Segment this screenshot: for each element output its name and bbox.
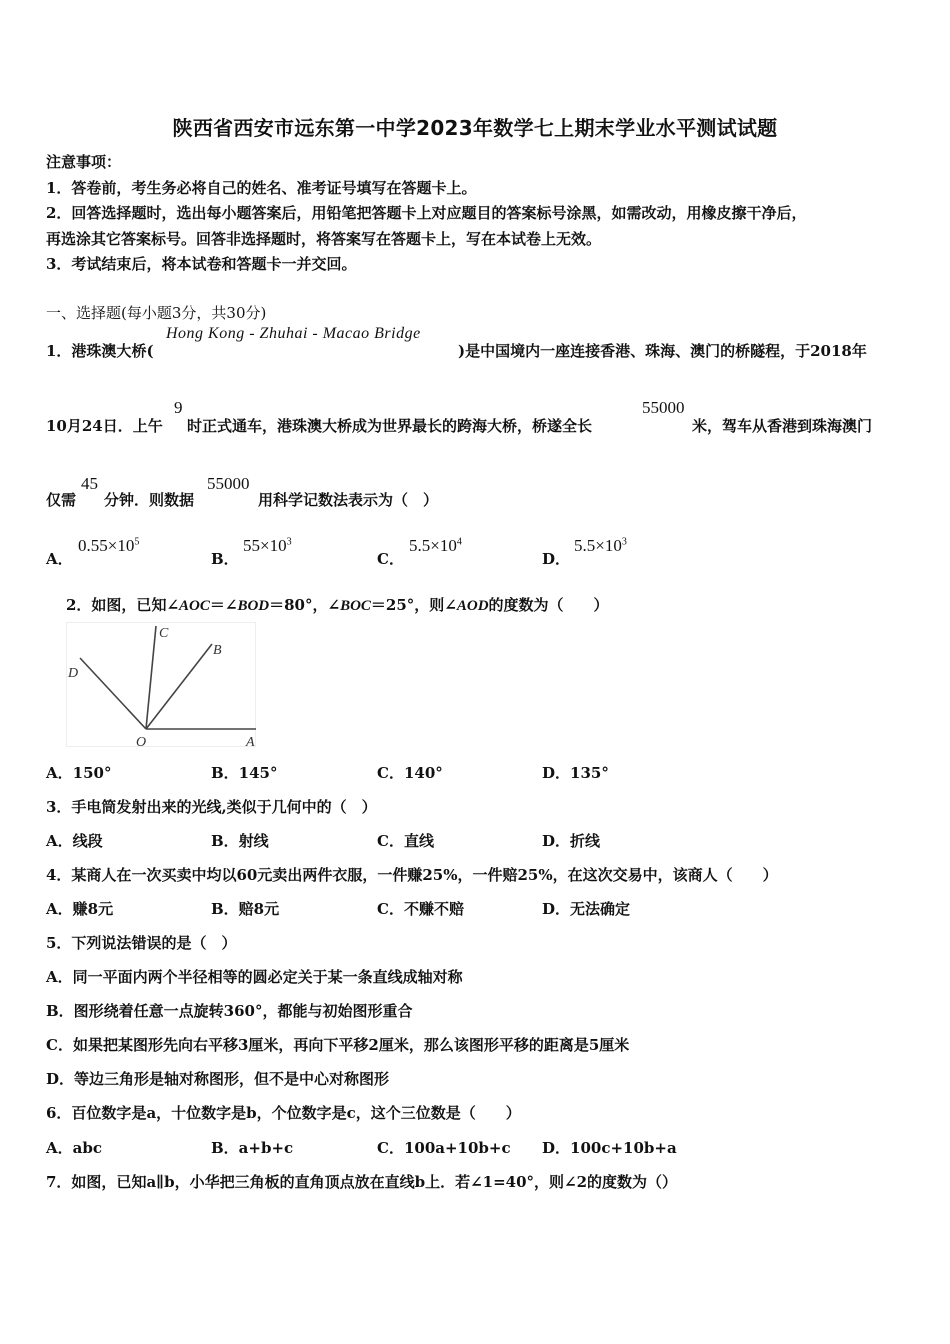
q4-text: 4．某商人在一次买卖中均以60元卖出两件衣服，一件赚25%，一件赔25%，在这次交易中，该商人（ ） — [46, 866, 778, 884]
q3-option-a: A．线段 — [46, 832, 103, 850]
q4-option-d: D．无法确定 — [542, 900, 631, 918]
q1-text-b: )是中国境内一座连接香港、珠海、澳门的桥隧程，于2018年 — [458, 342, 867, 360]
q2-option-b: B．145° — [211, 764, 278, 782]
label-o: O — [136, 735, 147, 748]
q1-option-d-label: D． — [542, 550, 571, 568]
q1-bridge-name: Hong Kong - Zhuhai - Macao Bridge — [166, 325, 421, 342]
notice-heading: 注意事项： — [46, 153, 122, 171]
q1-text-c: 10月24日．上午 — [46, 417, 163, 435]
q1-option-b-label: B． — [211, 550, 239, 568]
q1-text-h: 用科学记数法表示为（ ） — [258, 491, 439, 509]
figure-border — [67, 623, 256, 747]
q5-option-a: A．同一平面内两个半径相等的圆必定关于某一条直线成轴对称 — [46, 968, 463, 986]
q4-option-b: B．赔8元 — [211, 900, 280, 918]
q2-option-c: C．140° — [377, 764, 443, 782]
q2-option-d: D．135° — [542, 764, 609, 782]
q5-option-c: C．如果把某图形先向右平移3厘米，再向下平移2厘米，那么该图形平移的距离是5厘米 — [46, 1036, 630, 1054]
q6-option-b: B．a+b+c — [211, 1139, 294, 1157]
q3-text: 3．手电筒发射出来的光线,类似于几何中的（ ） — [46, 798, 377, 816]
page-title: 陕西省西安市远东第一中学2023年数学七上期末学业水平测试试题 — [172, 116, 778, 140]
q3-option-d: D．折线 — [542, 832, 601, 850]
notice-item: 再选涂其它答案标号。回答非选择题时，将答案写在答题卡上，写在本试卷上无效。 — [46, 230, 602, 248]
q1-number: 55000 — [207, 474, 250, 493]
q2-text: 2．如图，已知∠AOC＝∠BOD＝80°，∠BOC＝25°，则∠AOD的度数为（ ） — [66, 596, 609, 614]
label-d: D — [68, 666, 79, 681]
q5-option-b: B．图形绕着任意一点旋转360°，都能与初始图形重合 — [46, 1002, 413, 1020]
label-b: B — [213, 643, 222, 658]
q6-option-d: D．100c+10b+a — [542, 1139, 677, 1157]
q1-text-g: 分钟．则数据 — [104, 491, 195, 509]
q1-option-a: $0.55\times 10^5$ — [78, 536, 140, 555]
angle-diagram — [66, 622, 258, 748]
q3-option-b: B．射线 — [211, 832, 269, 850]
q5-option-d: D．等边三角形是轴对称图形，但不是中心对称图形 — [46, 1070, 390, 1088]
q4-option-a: A．赚8元 — [46, 900, 114, 918]
q1-text-f: 仅需 — [46, 491, 77, 509]
q1-hour: 9 — [174, 398, 183, 417]
q1-option-b: $55\times 10^3$ — [243, 536, 292, 555]
q5-text: 5．下列说法错误的是（ ） — [46, 934, 237, 952]
q3-option-c: C．直线 — [377, 832, 434, 850]
q1-text-e: 米，驾车从香港到珠海澳门 — [692, 417, 873, 435]
label-c: C — [159, 626, 169, 641]
ray-od — [80, 658, 146, 729]
notice-item: 1．答卷前，考生务必将自己的姓名、准考证号填写在答题卡上。 — [46, 179, 477, 197]
notice-item: 2．回答选择题时，选出每小题答案后，用铅笔把答题卡上对应题目的答案标号涂黑，如需改动，用橡皮擦干净后， — [46, 204, 807, 222]
q1-option-c: $5.5\times 10^4$ — [409, 536, 462, 555]
q1-option-c-label: C． — [377, 550, 404, 568]
q1-text-d: 时正式通车，港珠澳大桥成为世界最长的跨海大桥，桥遂全长 — [187, 417, 593, 435]
q4-option-c: C．不赚不赔 — [377, 900, 464, 918]
q6-option-c: C．100a+10b+c — [377, 1139, 511, 1157]
q1-option-d: $5.5\times 10^3$ — [574, 536, 627, 555]
notice-item: 3．考试结束后，将本试卷和答题卡一并交回。 — [46, 255, 357, 273]
q1-option-a-label: A． — [46, 550, 73, 568]
angle-figure — [66, 622, 258, 752]
ray-oc — [146, 626, 156, 729]
label-a: A — [246, 735, 255, 748]
q2-option-a: A．150° — [46, 764, 112, 782]
q6-option-a: A．abc — [46, 1139, 102, 1157]
q1-text-a: 1．港珠澳大桥( — [46, 342, 154, 360]
section-heading: 一、选择题(每小题3分，共30分) — [46, 304, 267, 322]
q6-text: 6．百位数字是a，十位数字是b，个位数字是c，这个三位数是（ ） — [46, 1104, 521, 1122]
q1-minutes: 45 — [81, 474, 98, 493]
q1-length: 55000 — [642, 398, 685, 417]
q7-text: 7．如图，已知a∥b，小华把三角板的直角顶点放在直线b上．若∠1=40°，则∠2的度数为（） — [46, 1173, 678, 1191]
ray-ob — [146, 644, 212, 729]
